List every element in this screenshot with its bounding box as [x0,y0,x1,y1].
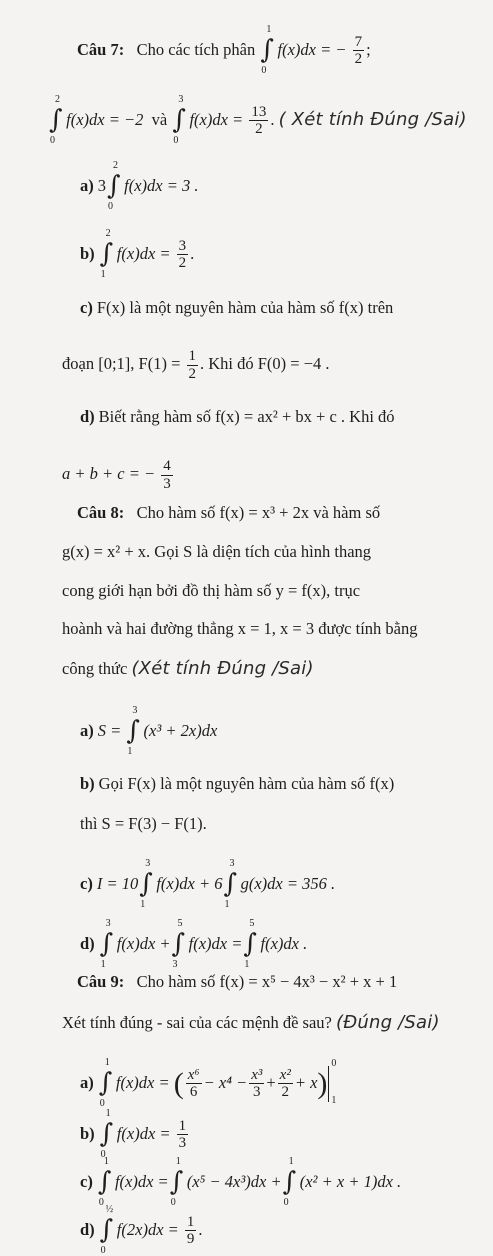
q7-option-c-cont [62,348,493,383]
q7-option-c[interactable] [80,300,493,317]
integral-sign: ∫ 1 0 [98,1057,113,1109]
q8-c-mid: f(x)dx + 6 [156,873,223,893]
q7-c-line2a: đoạn [0;1], F(1) = [62,354,181,374]
q9-option-c[interactable] [80,1156,493,1208]
q8-b-line1: Gọi F(x) là một nguyên hàm của hàm số f(x) [98,774,395,793]
q9-line2: Xét tính đúng - sai của các mệnh đề sau? [62,1013,332,1032]
q9-a-term2: − x⁴ − [203,1072,248,1092]
q9-c-term1: f(x)dx = [114,1171,169,1191]
q7-c-line2b: . Khi đó F(0) = −4 . [200,354,330,374]
q9-c-term2: (x⁵ − 4x³)dx + [186,1171,282,1191]
q7-given2: f(x)dx = −2 [66,109,144,129]
q7-option-b[interactable]: b) ∫ 2 1 f(x)dx = $\frac{3}{2}$ . [80,228,195,280]
paren-open: ( [173,1067,184,1100]
option-label: c) [80,298,93,317]
q8-option-a[interactable] [80,705,493,757]
q8-line1: Cho hàm số f(x) = x³ + 2x và hàm số [136,503,381,522]
fraction: $\frac{\text{x⁶}}{6}$ [187,1066,200,1101]
q9-header [77,974,493,991]
integral-sign: ∫ 1 0 [260,24,274,76]
q7-intro: Cho các tích phân [136,39,256,59]
integral-sign: ∫ 3 1 [126,705,140,757]
q7-and: và [151,109,168,129]
option-label: b) [80,1123,95,1143]
q8-title: Câu 8: [77,503,125,522]
option-label: b) [80,243,95,263]
q7-handwritten-note: ( Xét tính Đúng /Sai) [278,108,467,130]
q9-line1: Cho hàm số f(x) = x⁵ − 4x³ − x² + x + 1 [136,972,398,991]
integral-sign: ∫ 3 1 [99,918,114,970]
q8-header [77,505,493,522]
fraction: $\frac{7}{2}$ [354,33,363,68]
q8-line4: hoành và hai đường thẳng x = 1, x = 3 được tính bằng [62,619,418,638]
fraction: $\frac{\text{x²}}{2}$ [279,1066,291,1101]
q8-line5-row [62,660,493,678]
integral-sign: ∫ 1 0 [169,1156,184,1208]
q8-option-c[interactable] [80,858,493,910]
q8-line2: g(x) = x² + x. Gọi S là diện tích của hình thang [62,542,372,561]
fraction: $\frac{1}{3}$ [178,1117,187,1152]
integral-sign: ∫ 2 0 [49,94,63,146]
q8-line5: công thức [62,659,128,678]
q7-option-d[interactable] [80,409,493,426]
fraction: $\frac{1}{9}$ [186,1213,195,1248]
q7-b-text: f(x)dx = [116,243,171,263]
fraction: $\frac{3}{2}$ [178,237,187,272]
q9-c-term3: (x² + x + 1)dx . [299,1171,402,1191]
q7-given3: f(x)dx = [189,109,244,129]
q8-line3-row [62,583,493,600]
fraction: $\frac{13}{2}$ [251,103,267,138]
q8-c-pre: I = 10 [96,873,139,893]
q9-option-a[interactable] [80,1057,493,1109]
q9-option-b[interactable] [80,1108,493,1160]
q9-d-text: f(2x)dx = [116,1219,179,1239]
q9-a-plus: + [266,1072,276,1092]
q8-option-b[interactable] [80,776,493,793]
integral-sign: ∫ 2 0 [107,160,121,212]
q8-b-line2: thì S = F(3) − F(1). [80,814,207,833]
integral-sign: ∫ ½ 0 [99,1204,114,1256]
q9-title: Câu 9: [77,972,125,991]
q8-option-d[interactable] [80,918,493,970]
q8-option-b-cont [80,816,493,833]
integral-sign: ∫ 1 0 [282,1156,297,1208]
evaluation-bar: 0 1 [328,1066,329,1102]
q8-c-post: g(x)dx = 356 . [240,873,336,893]
q9-b-text: f(x)dx = [116,1123,171,1143]
fraction: $\frac{1}{2}$ [188,348,196,382]
integral-sign: ∫ 5 3 [171,918,186,970]
q9-a-term6: + x [294,1072,318,1092]
q7-c-line1: F(x) là một nguyên hàm của hàm số f(x) trên [96,298,394,317]
option-label: a) [80,175,94,195]
option-label: c) [80,1171,93,1191]
q8-d-term3: f(x)dx . [260,933,308,953]
q7-d-line2: a + b + c = − [62,464,156,484]
q7-given-line: ∫ 2 0 f(x)dx = −2 và ∫ 3 0 f(x)dx = $\frac{13}{2}$ . ( Xét tính Đúng /Sai) [49,94,467,146]
integral-sign: ∫ 3 1 [223,858,237,910]
option-label: d) [80,1219,95,1239]
option-label: d) [80,407,95,426]
q8-line3: cong giới hạn bởi đồ thị hàm số y = f(x), trục [62,581,361,600]
option-label: c) [80,873,93,893]
option-label: b) [80,774,95,793]
coefficient: 3 [97,175,106,195]
integral-sign: ∫ 3 0 [172,94,186,146]
q8-d-term2: f(x)dx = [188,933,243,953]
paren-close: ) [317,1067,328,1100]
q9-option-d[interactable]: d) ∫ ½ 0 f(2x)dx = $\frac{1}{9}$ . [80,1204,203,1256]
q8-handwritten-note: (Xét tính Đúng /Sai) [131,658,314,679]
option-label: a) [80,720,94,740]
q7-a-text: f(x)dx = 3 . [124,175,199,195]
q9-a-left: f(x)dx = [115,1072,170,1092]
integral-sign: ∫ 2 1 [99,228,114,280]
integral-sign: ∫ 3 1 [139,858,153,910]
q7-header: Câu 7: Cho các tích phân ∫ 1 0 f(x)dx = − $\frac{7}{2}$ ; [77,24,371,76]
q7-option-a[interactable] [80,160,493,212]
fraction: $\frac{4}{3}$ [163,458,171,492]
q9-handwritten-note: (Đúng /Sai) [335,1012,440,1033]
integral-sign: ∫ 1 0 [97,1156,112,1208]
integral-sign: ∫ 5 1 [243,918,257,970]
q7-title: Câu 7: [77,39,125,59]
option-label: a) [80,1072,94,1092]
q8-line2-row [62,544,493,561]
q9-line2-row [62,1014,493,1032]
option-label: d) [80,933,95,953]
q8-line4-row [62,621,493,638]
q8-a-text: S = [97,720,122,740]
q8-d-term1: f(x)dx + [116,933,171,953]
q7-d-line1: Biết rằng hàm số f(x) = ax² + bx + c . Khi đó [98,407,395,426]
fraction: $\frac{\text{x³}}{3}$ [251,1066,263,1101]
q7-given1: f(x)dx = − [277,39,347,59]
integral-sign: ∫ 1 0 [99,1108,114,1160]
q7-option-d-cont [62,458,493,493]
q8-a-integrand: (x³ + 2x)dx [143,720,218,740]
